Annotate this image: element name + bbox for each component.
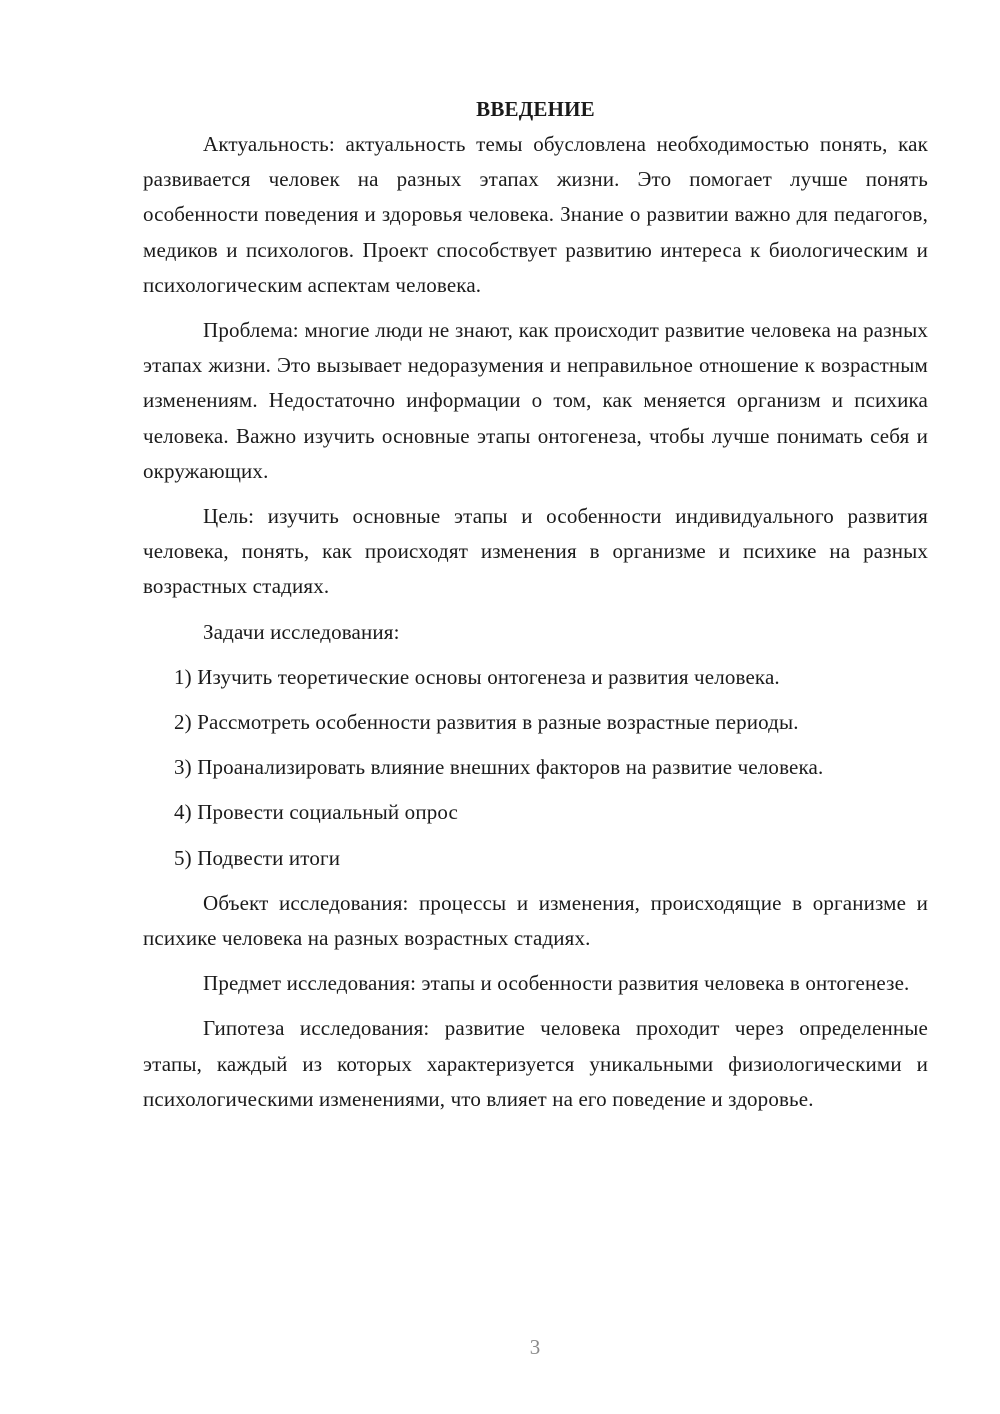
tasks-heading: Задачи исследования:: [203, 619, 400, 644]
page-content: [143, 92, 928, 1127]
task-item-2: 2) Рассмотреть особенности развития в разные возрастные периоды.: [174, 710, 799, 735]
hypothesis-paragraph: Гипотеза исследования: развитие человека проходит через определенные этапы, каждый из которых характеризуется уникальными физиологическими и психологическими изменениями, что влияет на его поведение и здоровье.: [143, 1016, 928, 1111]
task-item-4: 4) Провести социальный опрос: [174, 800, 459, 825]
task-item-5: 5) Подвести итоги: [174, 845, 341, 870]
task-item-1: 1) Изучить теоретические основы онтогенеза и развития человека.: [174, 664, 780, 689]
goal-paragraph: Цель: изучить основные этапы и особенности индивидуального развития человека, понять, как происходят изменения в организме и психике на разных возрастных стадиях.: [143, 504, 928, 599]
subject-paragraph: Предмет исследования: этапы и особенности развития человека в онтогенезе.: [203, 971, 910, 996]
problem-paragraph: Проблема: многие люди не знают, как происходит развитие человека на разных этапах жизни. Это вызывает недоразумения и неправильное отношение к возрастным изменениям. Недостаточно информации о том, как меняется организм и психика человека. Важно изучить основные этапы онтогенеза, чтобы лучше понимать себя и окружающих.: [143, 318, 928, 483]
relevance-paragraph: Актуальность: актуальность темы обусловлена необходимостью понять, как развивается человек на разных этапах жизни. Это помогает лучше понять особенности поведения и здоровья человека. Знание о развитии важно для педагогов, медиков и психологов. Проект способствует развитию интереса к биологическим и психологическим аспектам человека.: [143, 132, 928, 297]
object-paragraph: Объект исследования: процессы и изменения, происходящие в организме и психике человека на разных возрастных стадиях.: [143, 890, 928, 951]
task-item-3: 3) Проанализировать влияние внешних факторов на развитие человека.: [174, 755, 824, 780]
section-title: ВВЕДЕНИЕ: [476, 97, 595, 121]
page-number: 3: [529, 1335, 541, 1359]
